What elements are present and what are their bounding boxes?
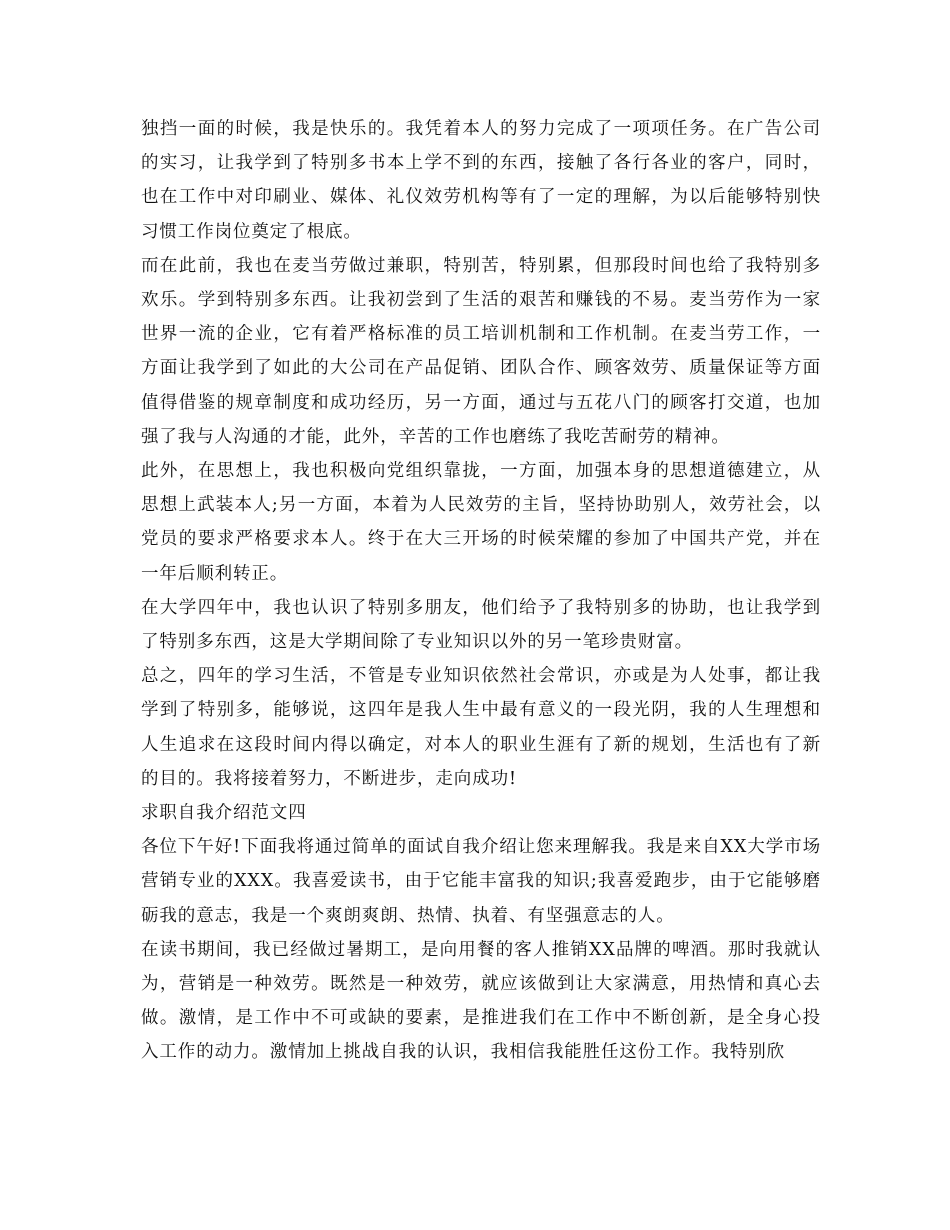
paragraph-party: 此外，在思想上，我也积极向党组织靠拢，一方面，加强本身的思想道德建立，从思想上武装本人;另一方面，本着为人民效劳的主旨，坚持协助别人，效劳社会，以党员的要求严格要求本人。终于在大三开场的时候荣耀的参加了中国共产党，并在一年后顺利转正。 <box>141 461 821 584</box>
paragraph-intro: 各位下午好!下面我将通过简单的面试自我介绍让您来理解我。我是来自XX大学市场营销专业的XXX。我喜爱读书，由于它能丰富我的知识;我喜爱跑步，由于它能够磨砺我的意志，我是一个爽朗爽朗、热情、执着、有坚强意志的人。 <box>141 837 821 926</box>
paragraph-summer-job: 在读书期间，我已经做过暑期工，是向用餐的客人推销XX品牌的啤酒。那时我就认为，营销是一种效劳。既然是一种效劳，就应该做到让大家满意，用热情和真心去做。激情，是工作中不可或缺的要素，是推进我们在工作中不断创新，是全身心投入工作的动力。激情加上挑战自我的认识，我相信我能胜任这份工作。我特别欣 <box>141 939 821 1063</box>
paragraph-conclusion: 总之，四年的学习生活，不管是专业知识依然社会常识，亦或是为人处事，都让我学到了特别多，能够说，这四年是我人生中最有意义的一段光阴，我的人生理想和人生追求在这段时间内得以确定，对本人的职业生涯有了新的规划，生活也有了新的目的。我将接着努力，不断进步，走向成功! <box>141 666 821 789</box>
paragraph-friends: 在大学四年中，我也认识了特别多朋友，他们给予了我特别多的协助，也让我学到了特别多东西，这是大学期间除了专业知识以外的另一笔珍贵财富。 <box>141 597 821 653</box>
document-body <box>141 112 821 1070</box>
paragraph-internship: 独挡一面的时候，我是快乐的。我凭着本人的努力完成了一项项任务。在广告公司的实习，让我学到了特别多书本上学不到的东西，接触了各行各业的客户，同时，也在工作中对印刷业、媒体、礼仪效劳机构等有了一定的理解，为以后能够特别快习惯工作岗位奠定了根底。 <box>141 119 821 242</box>
paragraph-mcdonalds: 而在此前，我也在麦当劳做过兼职，特别苦，特别累，但那段时间也给了我特别多欢乐。学到特别多东西。让我初尝到了生活的艰苦和赚钱的不易。麦当劳作为一家世界一流的企业，它有着严格标准的员工培训机制和工作机制。在麦当劳工作，一方面让我学到了如此的大公司在产品促销、团队合作、顾客效劳、质量保证等方面值得借鉴的规章制度和成功经历，另一方面，通过与五花八门的顾客打交道，也加强了我与人沟通的才能，此外，辛苦的工作也磨练了我吃苦耐劳的精神。 <box>141 255 821 447</box>
section-heading: 求职自我介绍范文四 <box>141 803 307 824</box>
